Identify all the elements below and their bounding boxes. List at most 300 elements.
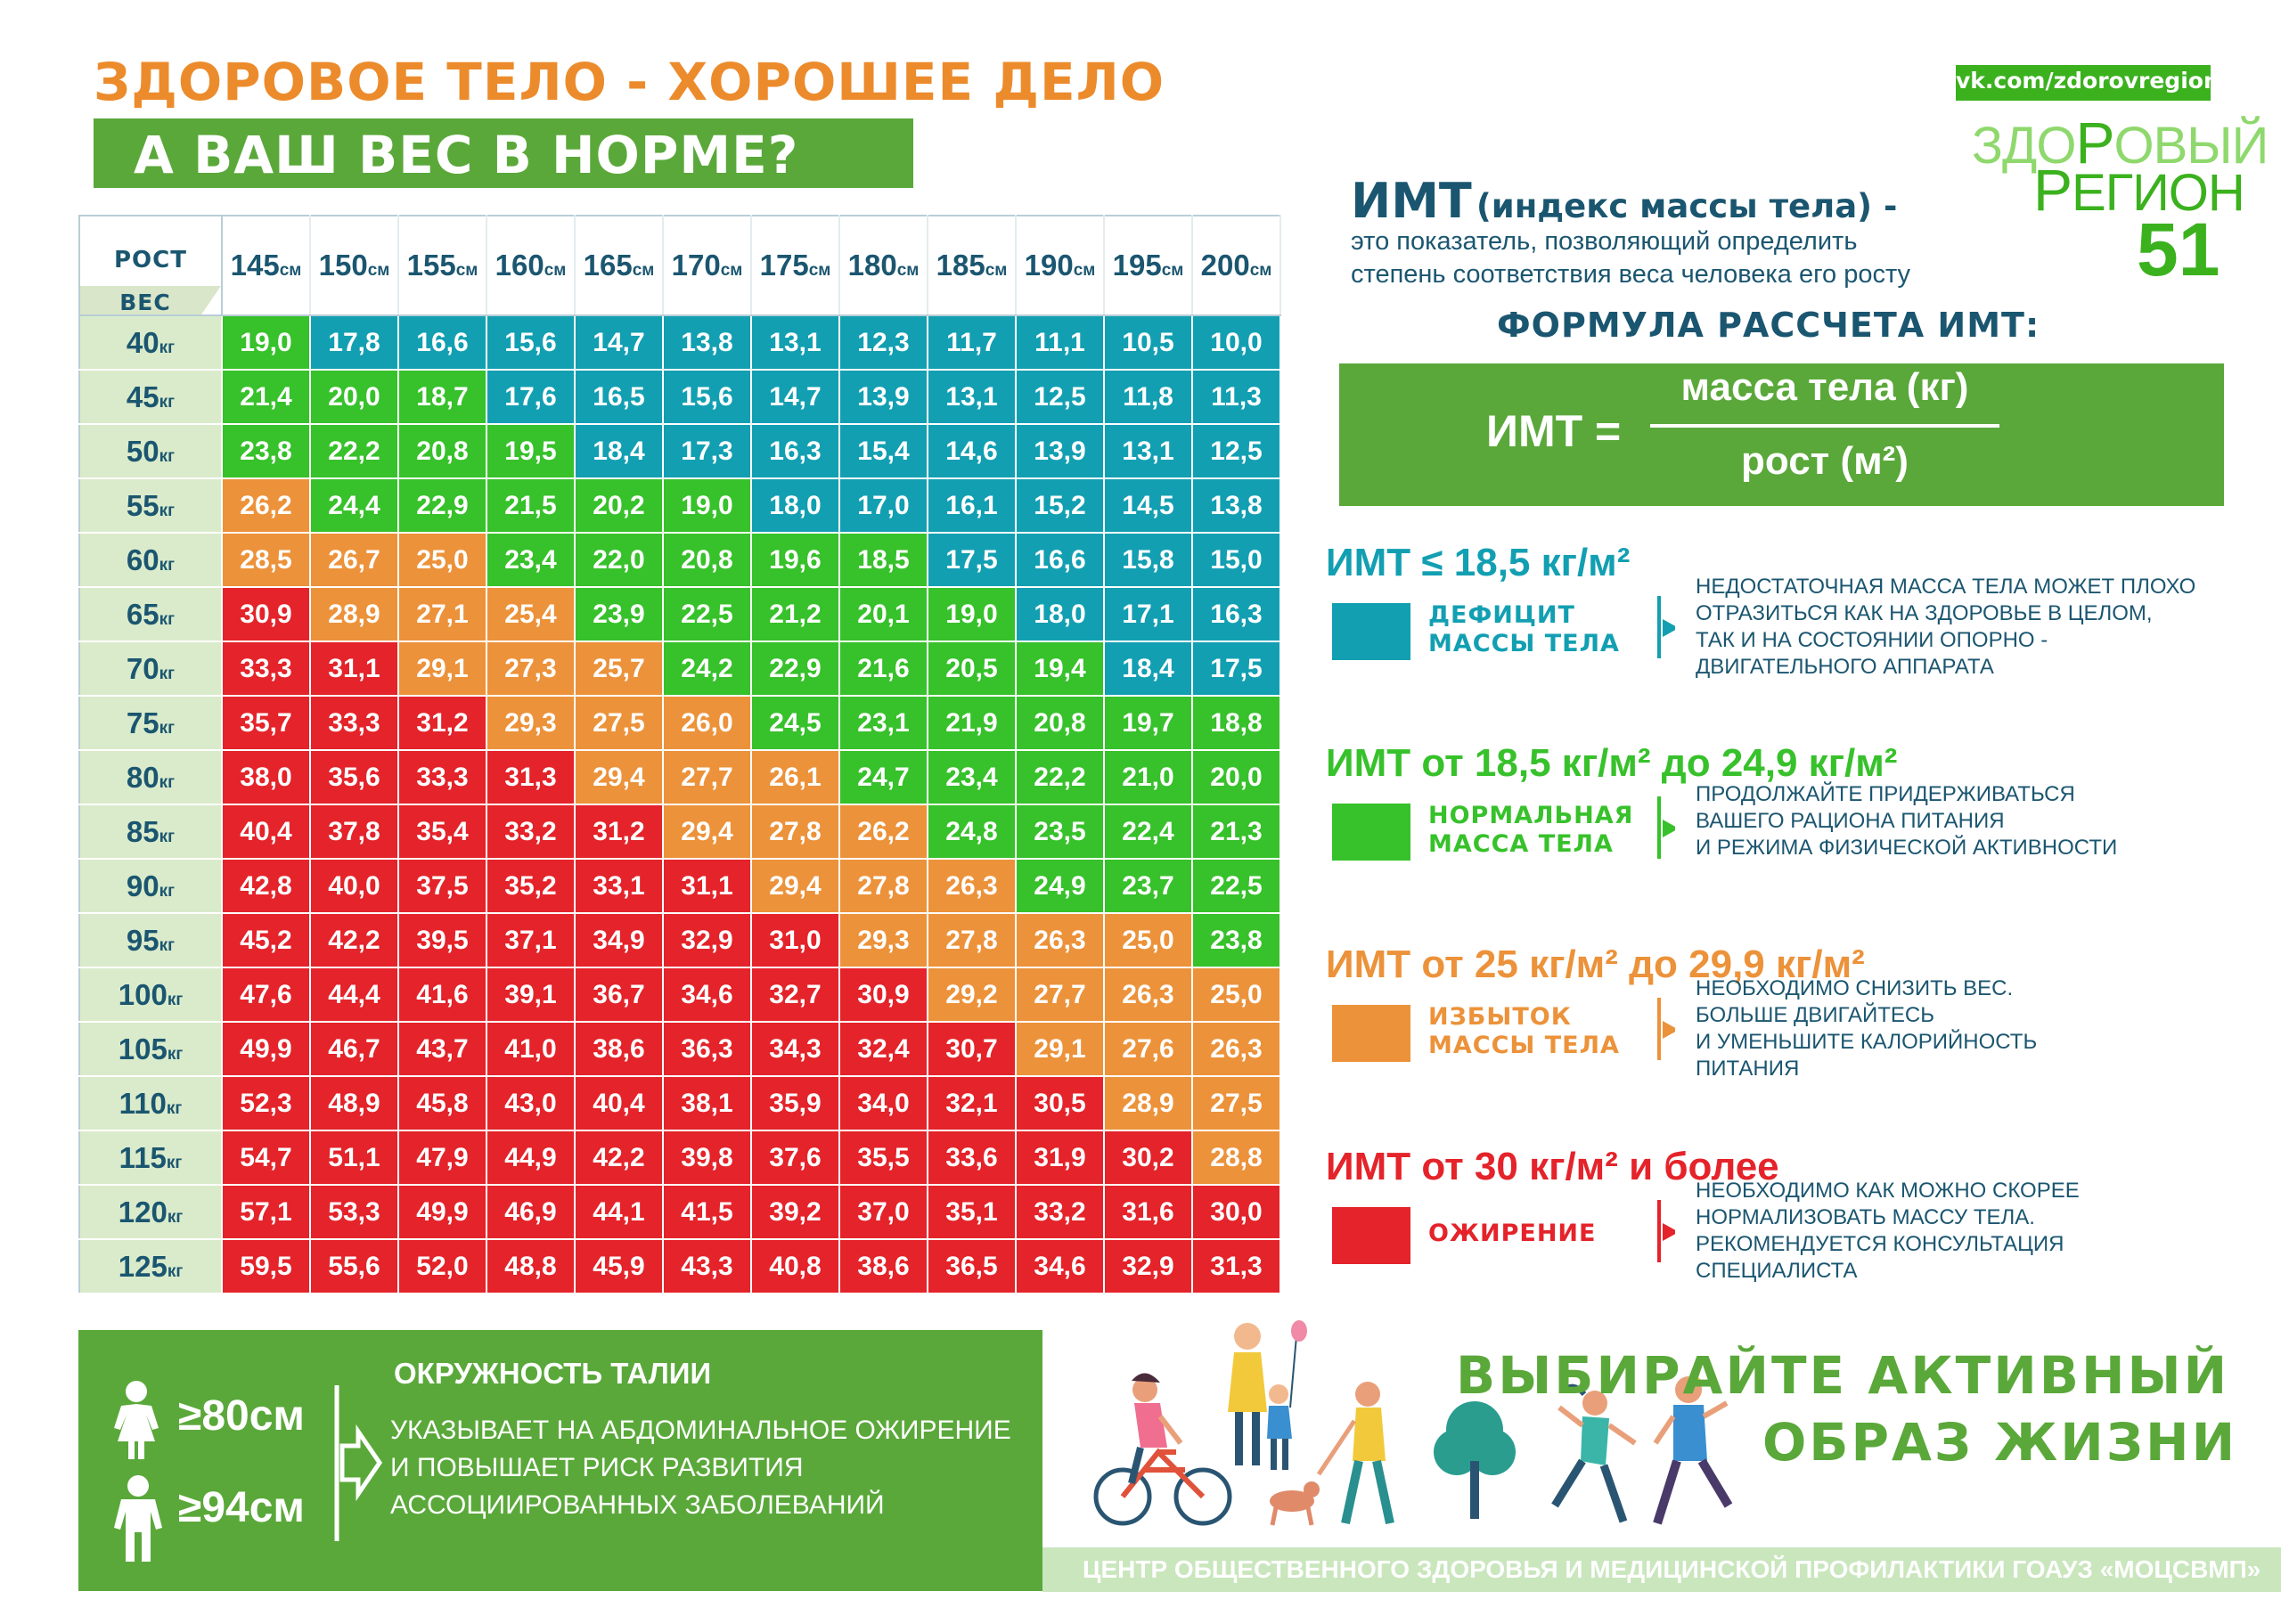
bmi-cell: 13,9 — [839, 370, 928, 424]
table-row — [79, 750, 1280, 804]
bmi-cell: 18,8 — [1192, 696, 1280, 750]
table-row — [79, 696, 1280, 750]
waist-description: УКАЗЫВАЕТ НА АБДОМИНАЛЬНОЕ ОЖИРЕНИЕ И ПОВЫШАЕТ РИСК РАЗВИТИЯ АССОЦИИРОВАННЫХ ЗАБОЛЕВАНИЙ — [390, 1416, 1011, 1520]
bmi-cell: 39,5 — [398, 913, 486, 967]
bmi-cell: 27,5 — [575, 696, 663, 750]
weight-row-header: 105кг — [79, 1022, 222, 1076]
bmi-cell: 29,4 — [751, 859, 839, 913]
bmi-cell: 18,4 — [1104, 641, 1192, 696]
table-row — [79, 913, 1280, 967]
bmi-cell: 17,8 — [310, 315, 398, 370]
bmi-cell: 31,2 — [575, 804, 663, 859]
bmi-cell: 27,1 — [398, 587, 486, 641]
bmi-cell: 13,1 — [751, 315, 839, 370]
bmi-cell: 23,5 — [1016, 804, 1104, 859]
bmi-cell: 22,9 — [398, 478, 486, 533]
footer-organization: ЦЕНТР ОБЩЕСТВЕННОГО ЗДОРОВЬЯ И МЕДИЦИНСКОЙ ПРОФИЛАКТИКИ ГОАУЗ «МОЦСВМП» — [1083, 1555, 2261, 1583]
bmi-cell: 33,3 — [222, 641, 310, 696]
bmi-cell: 23,4 — [486, 533, 575, 587]
category-arrow-icon — [1656, 998, 1675, 1060]
corner-weight-label: ВЕС — [119, 290, 171, 315]
bmi-cell: 19,6 — [751, 533, 839, 587]
category-color-swatch — [1332, 1207, 1410, 1264]
bmi-cell: 20,5 — [928, 641, 1016, 696]
bmi-cell: 34,3 — [751, 1022, 839, 1076]
bmi-cell: 30,2 — [1104, 1130, 1192, 1185]
bmi-cell: 37,1 — [486, 913, 575, 967]
bmi-cell: 29,3 — [839, 913, 928, 967]
category-label: ИЗБЫТОК МАССЫ ТЕЛА — [1428, 1003, 1620, 1059]
bmi-cell: 22,4 — [1104, 804, 1192, 859]
bmi-cell: 25,0 — [1192, 967, 1280, 1022]
bmi-cell: 25,0 — [1104, 913, 1192, 967]
bmi-cell: 29,4 — [575, 750, 663, 804]
bmi-cell: 24,4 — [310, 478, 398, 533]
bmi-cell: 11,8 — [1104, 370, 1192, 424]
bmi-cell: 21,5 — [486, 478, 575, 533]
bmi-cell: 42,8 — [222, 859, 310, 913]
bmi-cell: 26,3 — [1104, 967, 1192, 1022]
height-column-header: 165см — [575, 216, 663, 315]
bmi-cell: 25,0 — [398, 533, 486, 587]
table-row — [79, 804, 1280, 859]
height-column-header: 155см — [398, 216, 486, 315]
table-header-row — [79, 216, 1280, 315]
height-column-header: 195см — [1104, 216, 1192, 315]
bmi-cell: 28,9 — [310, 587, 398, 641]
bmi-cell: 43,3 — [663, 1239, 751, 1293]
slogan-line1: ВЫБИРАЙТЕ АКТИВНЫЙ — [1456, 1345, 2230, 1406]
waist-arrow-icon — [330, 1385, 383, 1541]
bmi-cell: 11,1 — [1016, 315, 1104, 370]
bmi-cell: 19,4 — [1016, 641, 1104, 696]
bmi-cell: 21,6 — [839, 641, 928, 696]
bmi-cell: 29,4 — [663, 804, 751, 859]
bmi-cell: 26,3 — [1192, 1022, 1280, 1076]
bmi-cell: 37,8 — [310, 804, 398, 859]
bmi-cell: 28,5 — [222, 533, 310, 587]
bmi-cell: 27,6 — [1104, 1022, 1192, 1076]
vk-link[interactable]: vk.com/zdorovregion51 — [1956, 68, 2251, 94]
bmi-cell: 38,1 — [663, 1076, 751, 1130]
bmi-cell: 33,3 — [310, 696, 398, 750]
bmi-cell: 38,6 — [575, 1022, 663, 1076]
weight-row-header: 80кг — [79, 750, 222, 804]
bmi-cell: 40,4 — [222, 804, 310, 859]
bmi-cell: 25,4 — [486, 587, 575, 641]
category-color-swatch — [1332, 603, 1410, 660]
bmi-cell: 14,7 — [751, 370, 839, 424]
bmi-cell: 33,1 — [575, 859, 663, 913]
bmi-cell: 31,3 — [486, 750, 575, 804]
category-color-swatch — [1332, 1005, 1410, 1062]
bmi-cell: 24,7 — [839, 750, 928, 804]
bmi-cell: 45,2 — [222, 913, 310, 967]
bmi-cell: 20,8 — [398, 424, 486, 478]
bmi-cell: 23,1 — [839, 696, 928, 750]
bmi-cell: 42,2 — [575, 1130, 663, 1185]
bmi-cell: 10,0 — [1192, 315, 1280, 370]
bmi-cell: 47,9 — [398, 1130, 486, 1185]
weight-row-header: 60кг — [79, 533, 222, 587]
bmi-cell: 42,2 — [310, 913, 398, 967]
category-arrow-icon — [1656, 1200, 1675, 1262]
family-icon — [1228, 1320, 1307, 1470]
bmi-cell: 13,9 — [1016, 424, 1104, 478]
bmi-cell: 26,3 — [928, 859, 1016, 913]
bmi-table — [78, 215, 1281, 1294]
height-column-header: 145см — [222, 216, 310, 315]
bmi-cell: 32,4 — [839, 1022, 928, 1076]
category-label: ДЕФИЦИТ МАССЫ ТЕЛА — [1428, 601, 1620, 657]
bmi-cell: 54,7 — [222, 1130, 310, 1185]
logo-line1: ЗДОРОВЫЙ — [1972, 110, 2269, 175]
weight-row-header: 95кг — [79, 913, 222, 967]
bmi-cell: 27,8 — [751, 804, 839, 859]
slogan-line2: ОБРАЗ ЖИЗНИ — [1762, 1412, 2238, 1473]
bmi-cell: 17,5 — [1192, 641, 1280, 696]
bmi-cell: 16,6 — [398, 315, 486, 370]
bmi-cell: 21,3 — [1192, 804, 1280, 859]
category-title: ИМТ от 25 кг/м² до 29,9 кг/м² — [1326, 943, 1865, 986]
bmi-cell: 26,2 — [222, 478, 310, 533]
table-row — [79, 1185, 1280, 1239]
bmi-cell: 33,2 — [1016, 1185, 1104, 1239]
bmi-cell: 13,1 — [928, 370, 1016, 424]
category-label: ОЖИРЕНИЕ — [1428, 1220, 1597, 1247]
table-body — [79, 315, 1280, 1293]
bmi-cell: 24,9 — [1016, 859, 1104, 913]
bmi-cell: 17,6 — [486, 370, 575, 424]
height-column-header: 175см — [751, 216, 839, 315]
bmi-cell: 10,5 — [1104, 315, 1192, 370]
bmi-cell: 20,1 — [839, 587, 928, 641]
bmi-cell: 27,7 — [1016, 967, 1104, 1022]
runner-woman-icon — [1555, 1387, 1635, 1522]
bmi-cell: 22,5 — [663, 587, 751, 641]
bmi-cell: 13,1 — [1104, 424, 1192, 478]
bmi-cell: 35,4 — [398, 804, 486, 859]
bmi-cell: 37,5 — [398, 859, 486, 913]
bmi-cell: 12,5 — [1192, 424, 1280, 478]
bmi-cell: 23,7 — [1104, 859, 1192, 913]
bmi-cell: 52,3 — [222, 1076, 310, 1130]
weight-row-header: 85кг — [79, 804, 222, 859]
bmi-cell: 32,9 — [663, 913, 751, 967]
bmi-cell: 40,8 — [751, 1239, 839, 1293]
bmi-cell: 48,9 — [310, 1076, 398, 1130]
bmi-cell: 36,5 — [928, 1239, 1016, 1293]
category-title: ИМТ ≤ 18,5 кг/м² — [1326, 541, 1631, 584]
bmi-cell: 36,7 — [575, 967, 663, 1022]
weight-row-header: 50кг — [79, 424, 222, 478]
bmi-cell: 39,2 — [751, 1185, 839, 1239]
bmi-cell: 41,6 — [398, 967, 486, 1022]
bmi-cell: 39,1 — [486, 967, 575, 1022]
category-arrow-icon — [1656, 596, 1675, 658]
bmi-cell: 14,5 — [1104, 478, 1192, 533]
bmi-cell: 14,6 — [928, 424, 1016, 478]
tree-icon — [1434, 1401, 1516, 1519]
weight-row-header: 55кг — [79, 478, 222, 533]
imt-full-name: (индекс массы тела) - — [1476, 187, 1898, 225]
height-column-header: 150см — [310, 216, 398, 315]
bmi-cell: 19,5 — [486, 424, 575, 478]
bmi-cell: 44,4 — [310, 967, 398, 1022]
weight-row-header: 115кг — [79, 1130, 222, 1185]
weight-row-header: 75кг — [79, 696, 222, 750]
bmi-cell: 20,0 — [310, 370, 398, 424]
imt-description: это показатель, позволяющий определить степень соответствия веса человека его росту — [1351, 227, 1911, 289]
waist-title: ОКРУЖНОСТЬ ТАЛИИ — [394, 1357, 712, 1390]
weight-row-header: 65кг — [79, 587, 222, 641]
subheadline: А ВАШ ВЕС В НОРМЕ? — [134, 125, 799, 185]
bmi-cell: 30,7 — [928, 1022, 1016, 1076]
weight-row-header: 90кг — [79, 859, 222, 913]
bmi-cell: 11,7 — [928, 315, 1016, 370]
bmi-cell: 24,2 — [663, 641, 751, 696]
bmi-cell: 29,2 — [928, 967, 1016, 1022]
formula-lhs: ИМТ = — [1486, 406, 1622, 456]
headline: ЗДОРОВОЕ ТЕЛО - ХОРОШЕЕ ДЕЛО — [94, 52, 1165, 112]
bmi-cell: 35,6 — [310, 750, 398, 804]
bmi-cell: 19,0 — [928, 587, 1016, 641]
bmi-cell: 49,9 — [398, 1185, 486, 1239]
category-color-swatch — [1332, 804, 1410, 861]
weight-row-header: 120кг — [79, 1185, 222, 1239]
bmi-cell: 33,6 — [928, 1130, 1016, 1185]
table-row — [79, 478, 1280, 533]
bmi-cell: 20,2 — [575, 478, 663, 533]
bmi-cell: 16,3 — [751, 424, 839, 478]
bmi-cell: 27,3 — [486, 641, 575, 696]
formula-numerator: масса тела (кг) — [1680, 365, 1969, 409]
bmi-cell: 34,0 — [839, 1076, 928, 1130]
bmi-cell: 52,0 — [398, 1239, 486, 1293]
bmi-cell: 11,3 — [1192, 370, 1280, 424]
bmi-cell: 34,6 — [1016, 1239, 1104, 1293]
bmi-cell: 26,2 — [839, 804, 928, 859]
bmi-cell: 43,0 — [486, 1076, 575, 1130]
bmi-cell: 21,9 — [928, 696, 1016, 750]
bmi-cell: 34,9 — [575, 913, 663, 967]
bmi-cell: 27,8 — [839, 859, 928, 913]
bmi-cell: 26,1 — [751, 750, 839, 804]
bmi-cell: 18,4 — [575, 424, 663, 478]
category-description: НЕОБХОДИМО СНИЗИТЬ ВЕС. БОЛЬШЕ ДВИГАЙТЕСЬ И УМЕНЬШИТЕ КАЛОРИЙНОСТЬ ПИТАНИЯ — [1696, 976, 2038, 1081]
bmi-cell: 33,3 — [398, 750, 486, 804]
bmi-cell: 20,8 — [663, 533, 751, 587]
bmi-cell: 15,2 — [1016, 478, 1104, 533]
bmi-cell: 12,5 — [1016, 370, 1104, 424]
bmi-cell: 40,0 — [310, 859, 398, 913]
imt-title — [1351, 173, 1897, 229]
bmi-cell: 20,8 — [1016, 696, 1104, 750]
bmi-cell: 32,9 — [1104, 1239, 1192, 1293]
bmi-cell: 39,8 — [663, 1130, 751, 1185]
bmi-cell: 46,9 — [486, 1185, 575, 1239]
bmi-cell: 28,9 — [1104, 1076, 1192, 1130]
bmi-cell: 24,5 — [751, 696, 839, 750]
imt-abbr: ИМТ — [1351, 173, 1472, 229]
category-title: ИМТ от 30 кг/м² и более — [1326, 1145, 1779, 1188]
bmi-cell: 17,3 — [663, 424, 751, 478]
bmi-cell: 19,7 — [1104, 696, 1192, 750]
bmi-cell: 59,5 — [222, 1239, 310, 1293]
bmi-cell: 38,0 — [222, 750, 310, 804]
category-label: НОРМАЛЬНАЯ МАССА ТЕЛА — [1428, 802, 1634, 858]
bmi-cell: 18,0 — [1016, 587, 1104, 641]
bmi-cell: 22,0 — [575, 533, 663, 587]
table-row — [79, 1239, 1280, 1293]
bmi-cell: 44,9 — [486, 1130, 575, 1185]
formula-title: ФОРМУЛА РАССЧЕТА ИМТ: — [1497, 306, 2040, 345]
bmi-cell: 40,4 — [575, 1076, 663, 1130]
table-row — [79, 370, 1280, 424]
logo-number: 51 — [2137, 208, 2220, 291]
bmi-cell: 23,8 — [1192, 913, 1280, 967]
category-description: ПРОДОЛЖАЙТЕ ПРИДЕРЖИВАТЬСЯ ВАШЕГО РАЦИОНА ПИТАНИЯ И РЕЖИМА ФИЗИЧЕСКОЙ АКТИВНОСТИ — [1696, 782, 2118, 860]
bmi-cell: 37,6 — [751, 1130, 839, 1185]
bmi-cell: 51,1 — [310, 1130, 398, 1185]
bmi-cell: 35,7 — [222, 696, 310, 750]
category-description: НЕДОСТАТОЧНАЯ МАССА ТЕЛА МОЖЕТ ПЛОХО ОТРАЗИТЬСЯ КАК НА ЗДОРОВЬЕ В ЦЕЛОМ, ТАК И НА СОСТОЯНИИ ОПОРНО - ДВИГАТЕЛЬНОГО АППАРАТА — [1696, 575, 2196, 679]
bmi-cell: 30,0 — [1192, 1185, 1280, 1239]
bmi-cell: 47,6 — [222, 967, 310, 1022]
bmi-cell: 17,0 — [839, 478, 928, 533]
bmi-cell: 22,9 — [751, 641, 839, 696]
bmi-cell: 23,4 — [928, 750, 1016, 804]
weight-row-header: 40кг — [79, 315, 222, 370]
bmi-cell: 31,3 — [1192, 1239, 1280, 1293]
bmi-cell: 22,2 — [310, 424, 398, 478]
bmi-cell: 37,0 — [839, 1185, 928, 1239]
bmi-cell: 31,6 — [1104, 1185, 1192, 1239]
table-row — [79, 1076, 1280, 1130]
bmi-cell: 30,9 — [839, 967, 928, 1022]
bmi-cell: 20,0 — [1192, 750, 1280, 804]
bmi-cell: 35,1 — [928, 1185, 1016, 1239]
bmi-cell: 57,1 — [222, 1185, 310, 1239]
bmi-cell: 41,5 — [663, 1185, 751, 1239]
bmi-cell: 23,9 — [575, 587, 663, 641]
height-column-header: 190см — [1016, 216, 1104, 315]
waist-female-threshold: ≥80см — [178, 1392, 305, 1440]
bmi-cell: 12,3 — [839, 315, 928, 370]
female-icon — [105, 1379, 168, 1459]
formula-fraction-line — [1650, 424, 1999, 428]
category-title: ИМТ от 18,5 кг/м² до 24,9 кг/м² — [1326, 741, 1898, 785]
bmi-cell: 19,0 — [663, 478, 751, 533]
bmi-cell: 31,1 — [663, 859, 751, 913]
bmi-cell: 21,0 — [1104, 750, 1192, 804]
bmi-cell: 27,7 — [663, 750, 751, 804]
formula-denominator: рост (м²) — [1741, 439, 1909, 483]
bmi-cell: 28,8 — [1192, 1130, 1280, 1185]
height-column-header: 170см — [663, 216, 751, 315]
bmi-cell: 46,7 — [310, 1022, 398, 1076]
bmi-cell: 16,3 — [1192, 587, 1280, 641]
bmi-cell: 29,1 — [398, 641, 486, 696]
bmi-cell: 44,1 — [575, 1185, 663, 1239]
bmi-cell: 19,0 — [222, 315, 310, 370]
bmi-cell: 13,8 — [663, 315, 751, 370]
bmi-cell: 38,6 — [839, 1239, 928, 1293]
bmi-cell: 26,0 — [663, 696, 751, 750]
table-row — [79, 967, 1280, 1022]
table-row — [79, 1022, 1280, 1076]
weight-row-header: 100кг — [79, 967, 222, 1022]
bmi-cell: 35,2 — [486, 859, 575, 913]
bmi-cell: 45,9 — [575, 1239, 663, 1293]
table-row — [79, 587, 1280, 641]
bmi-cell: 23,8 — [222, 424, 310, 478]
bmi-cell: 27,5 — [1192, 1076, 1280, 1130]
bmi-cell: 53,3 — [310, 1185, 398, 1239]
table-row — [79, 641, 1280, 696]
bmi-cell: 15,0 — [1192, 533, 1280, 587]
bmi-cell: 29,1 — [1016, 1022, 1104, 1076]
bmi-cell: 31,2 — [398, 696, 486, 750]
bmi-cell: 36,3 — [663, 1022, 751, 1076]
bmi-cell: 22,5 — [1192, 859, 1280, 913]
weight-row-header: 110кг — [79, 1076, 222, 1130]
bmi-cell: 18,0 — [751, 478, 839, 533]
weight-row-header: 70кг — [79, 641, 222, 696]
bmi-cell: 31,0 — [751, 913, 839, 967]
bmi-cell: 30,5 — [1016, 1076, 1104, 1130]
bmi-cell: 26,3 — [1016, 913, 1104, 967]
bmi-cell: 17,1 — [1104, 587, 1192, 641]
bmi-cell: 16,6 — [1016, 533, 1104, 587]
male-icon — [109, 1474, 168, 1563]
table-corner — [79, 216, 222, 315]
height-column-header: 185см — [928, 216, 1016, 315]
bmi-cell: 14,7 — [575, 315, 663, 370]
bmi-cell: 16,1 — [928, 478, 1016, 533]
height-column-header: 200см — [1192, 216, 1280, 315]
bmi-cell: 26,7 — [310, 533, 398, 587]
bmi-cell: 21,2 — [751, 587, 839, 641]
waist-male-threshold: ≥94см — [178, 1484, 305, 1531]
category-description: НЕОБХОДИМО КАК МОЖНО СКОРЕЕ НОРМАЛИЗОВАТЬ МАССУ ТЕЛА. РЕКОМЕНДУЕТСЯ КОНСУЛЬТАЦИЯ СПЕЦИАЛИСТА — [1696, 1179, 2080, 1283]
bmi-cell: 49,9 — [222, 1022, 310, 1076]
bmi-cell: 24,8 — [928, 804, 1016, 859]
bmi-cell: 15,6 — [486, 315, 575, 370]
bmi-cell: 27,8 — [928, 913, 1016, 967]
bmi-cell: 13,8 — [1192, 478, 1280, 533]
bmi-cell: 30,9 — [222, 587, 310, 641]
table-row — [79, 859, 1280, 913]
table-row — [79, 424, 1280, 478]
bmi-cell: 41,0 — [486, 1022, 575, 1076]
height-column-header: 180см — [839, 216, 928, 315]
bmi-cell: 45,8 — [398, 1076, 486, 1130]
bmi-cell: 31,1 — [310, 641, 398, 696]
bmi-cell: 35,9 — [751, 1076, 839, 1130]
table-row — [79, 315, 1280, 370]
bmi-cell: 32,7 — [751, 967, 839, 1022]
bmi-cell: 17,5 — [928, 533, 1016, 587]
bmi-cell: 34,6 — [663, 967, 751, 1022]
logo-line2: РЕГИОН — [2033, 157, 2244, 223]
bmi-cell: 55,6 — [310, 1239, 398, 1293]
height-column-header: 160см — [486, 216, 575, 315]
bmi-cell: 33,2 — [486, 804, 575, 859]
cyclist-icon — [1096, 1373, 1230, 1523]
bmi-cell: 15,6 — [663, 370, 751, 424]
bmi-cell: 15,8 — [1104, 533, 1192, 587]
